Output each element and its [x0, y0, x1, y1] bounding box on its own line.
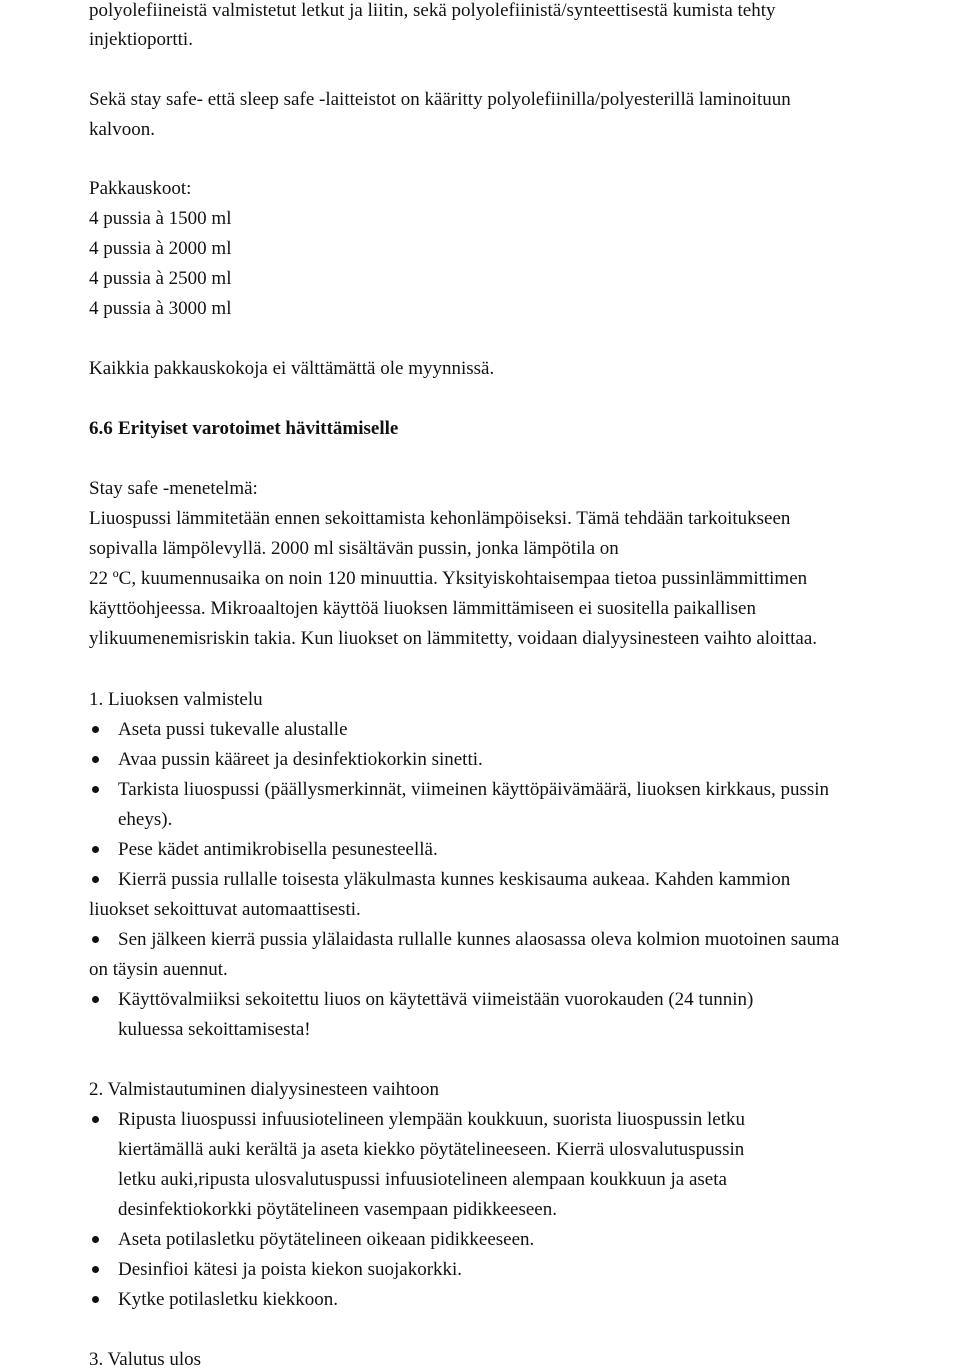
- intro-line: injektioportti.: [89, 29, 193, 50]
- list-item: Pese kädet antimikrobisella pesunesteellä.: [118, 839, 438, 860]
- list-item: Sen jälkeen kierrä pussia ylälaidasta rullalle kunnes alaosassa oleva kolmion muotoinen sauma: [118, 929, 840, 950]
- intro-line: Sekä stay safe- että sleep safe -laitteistot on kääritty polyolefiinilla/polyesterillä laminoituun: [89, 89, 791, 110]
- list-item-continuation: kuluessa sekoittamisesta!: [118, 1019, 311, 1040]
- bullet-icon: [89, 1259, 103, 1281]
- bullet-icon: [89, 869, 103, 891]
- list-item: Käyttövalmiiksi sekoitettu liuos on käytettävä viimeistään vuorokauden (24 tunnin): [118, 989, 754, 1010]
- list-item-continuation: liuokset sekoittuvat automaattisesti.: [89, 899, 361, 920]
- list-item-continuation: letku auki,ripusta ulosvalutuspussi infuusiotelineen alempaan koukkuun ja aseta: [118, 1169, 727, 1190]
- package-size: 4 pussia à 2000 ml: [89, 238, 232, 259]
- section-number: 6.6: [89, 418, 113, 439]
- bullet-icon: [89, 1289, 103, 1311]
- list-item-continuation: on täysin auennut.: [89, 959, 228, 980]
- method-heading: Stay safe -menetelmä:: [89, 478, 258, 499]
- intro-line: kalvoon.: [89, 119, 155, 140]
- list-item-continuation: kiertämällä auki kerältä ja aseta kiekko pöytätelineeseen. Kierrä ulosvalutuspussin: [118, 1139, 745, 1160]
- bullet-icon: [89, 839, 103, 861]
- step-3-title: 3. Valutus ulos: [89, 1349, 202, 1370]
- package-size: 4 pussia à 1500 ml: [89, 208, 232, 229]
- intro-line: polyolefiineistä valmistetut letkut ja liitin, sekä polyolefiinistä/synteettisestä kumista tehty: [89, 0, 776, 21]
- paragraph-line: ylikuumenemisriskin takia. Kun liuokset on lämmitetty, voidaan dialyysinesteen vaihto aloittaa.: [89, 628, 818, 649]
- list-item: Tarkista liuospussi (päällysmerkinnät, viimeinen käyttöpäivämäärä, liuoksen kirkkaus, pussin: [118, 779, 830, 800]
- paragraph-line: 22 ºC, kuumennusaika on noin 120 minuuttia. Yksityiskohtaisempaa tietoa pussinlämmittimen: [89, 568, 808, 589]
- list-item: Aseta potilasletku pöytätelineen oikeaan pidikkeeseen.: [118, 1229, 535, 1250]
- bullet-icon: [89, 779, 103, 801]
- step-2-title: 2. Valmistautuminen dialyysinesteen vaihtoon: [89, 1079, 440, 1100]
- package-size: 4 pussia à 3000 ml: [89, 298, 232, 319]
- bullet-icon: [89, 929, 103, 951]
- paragraph-line: käyttöohjeessa. Mikroaaltojen käyttöä liuoksen lämmittämiseen ei suositella paikallisen: [89, 598, 756, 619]
- list-item-continuation: eheys).: [118, 809, 173, 830]
- list-item-continuation: desinfektiokorkki pöytätelineen vasempaan pidikkeeseen.: [118, 1199, 557, 1220]
- bullet-icon: [89, 1109, 103, 1131]
- bullet-icon: [89, 1229, 103, 1251]
- list-item: Desinfioi kätesi ja poista kiekon suojakorkki.: [118, 1259, 463, 1280]
- paragraph-line: Liuospussi lämmitetään ennen sekoittamista kehonlämpöiseksi. Tämä tehdään tarkoitukseen: [89, 508, 791, 529]
- bullet-icon: [89, 719, 103, 741]
- bullet-icon: [89, 989, 103, 1011]
- packaging-note: Kaikkia pakkauskokoja ei välttämättä ole myynnissä.: [89, 358, 495, 379]
- bullet-icon: [89, 749, 103, 771]
- list-item: Kierrä pussia rullalle toisesta yläkulmasta kunnes keskisauma aukeaa. Kahden kammion: [118, 869, 791, 890]
- step-1-title: 1. Liuoksen valmistelu: [89, 689, 263, 710]
- list-item: Avaa pussin kääreet ja desinfektiokorkin sinetti.: [118, 749, 483, 770]
- package-size: 4 pussia à 2500 ml: [89, 268, 232, 289]
- packaging-title: Pakkauskoot:: [89, 178, 192, 199]
- list-item: Aseta pussi tukevalle alustalle: [118, 719, 348, 740]
- section-title: Erityiset varotoimet hävittämiselle: [118, 418, 399, 439]
- paragraph-line: sopivalla lämpölevyllä. 2000 ml sisältävän pussin, jonka lämpötila on: [89, 538, 619, 559]
- list-item: Kytke potilasletku kiekkoon.: [118, 1289, 339, 1310]
- list-item: Ripusta liuospussi infuusiotelineen ylempään koukkuun, suorista liuospussin letku: [118, 1109, 745, 1130]
